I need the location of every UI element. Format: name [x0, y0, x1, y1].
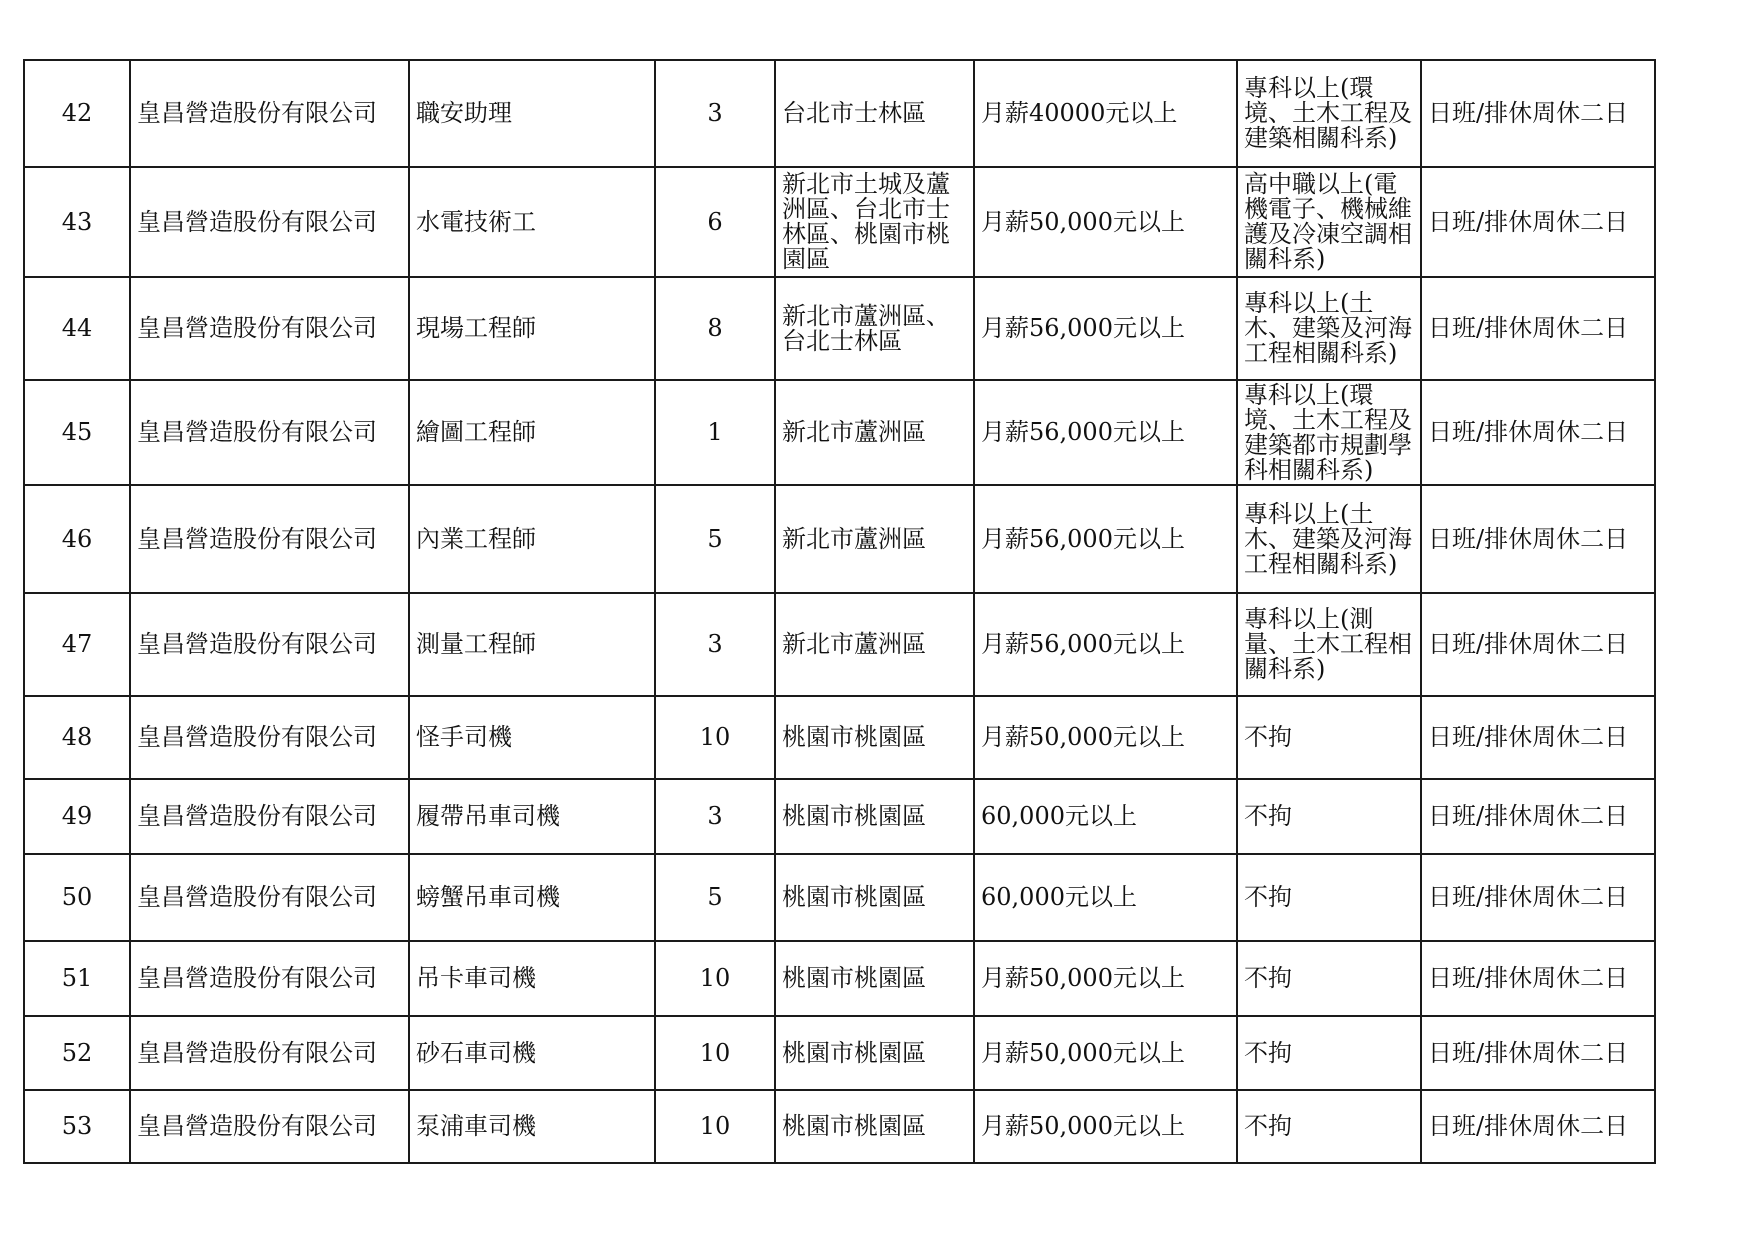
salary: 月薪56,000元以上: [974, 277, 1237, 380]
row-number: 44: [24, 277, 130, 380]
work-schedule: 日班/排休周休二日: [1421, 1090, 1655, 1163]
work-schedule: 日班/排休周休二日: [1421, 485, 1655, 593]
salary: 60,000元以上: [974, 854, 1237, 941]
row-number: 50: [24, 854, 130, 941]
salary: 月薪56,000元以上: [974, 593, 1237, 696]
company-name: 皇昌營造股份有限公司: [130, 854, 409, 941]
row-number: 42: [24, 60, 130, 167]
work-location: 桃園市桃園區: [775, 779, 974, 854]
job-title: 履帶吊車司機: [409, 779, 655, 854]
table-row: [24, 380, 1655, 485]
headcount: 3: [655, 60, 775, 167]
headcount: 8: [655, 277, 775, 380]
company-name: 皇昌營造股份有限公司: [130, 277, 409, 380]
education-requirement: 不拘: [1237, 941, 1421, 1016]
work-location: 新北市蘆洲區: [775, 593, 974, 696]
headcount: 1: [655, 380, 775, 485]
table-row: [24, 485, 1655, 593]
education-requirement: 不拘: [1237, 1016, 1421, 1090]
headcount: 10: [655, 1090, 775, 1163]
salary: 月薪50,000元以上: [974, 696, 1237, 779]
education-requirement: 不拘: [1237, 779, 1421, 854]
company-name: 皇昌營造股份有限公司: [130, 696, 409, 779]
headcount: 3: [655, 593, 775, 696]
job-title: 吊卡車司機: [409, 941, 655, 1016]
education-requirement: 專科以上(環境、土木工程及建築都市規劃學科相關科系): [1237, 380, 1421, 485]
work-schedule: 日班/排休周休二日: [1421, 779, 1655, 854]
job-title: 內業工程師: [409, 485, 655, 593]
work-schedule: 日班/排休周休二日: [1421, 167, 1655, 277]
company-name: 皇昌營造股份有限公司: [130, 779, 409, 854]
work-location: 桃園市桃園區: [775, 696, 974, 779]
job-title: 繪圖工程師: [409, 380, 655, 485]
row-number: 49: [24, 779, 130, 854]
salary: 月薪50,000元以上: [974, 1016, 1237, 1090]
education-requirement: 專科以上(測量、土木工程相關科系): [1237, 593, 1421, 696]
salary: 月薪40000元以上: [974, 60, 1237, 167]
company-name: 皇昌營造股份有限公司: [130, 1090, 409, 1163]
education-requirement: 不拘: [1237, 1090, 1421, 1163]
company-name: 皇昌營造股份有限公司: [130, 60, 409, 167]
table-row: [24, 60, 1655, 167]
education-requirement: 專科以上(土木、建築及河海工程相關科系): [1237, 277, 1421, 380]
table-row: [24, 941, 1655, 1016]
salary: 月薪50,000元以上: [974, 941, 1237, 1016]
work-location: 新北市蘆洲區: [775, 380, 974, 485]
job-title: 職安助理: [409, 60, 655, 167]
table-row: [24, 779, 1655, 854]
row-number: 52: [24, 1016, 130, 1090]
table-row: [24, 167, 1655, 277]
company-name: 皇昌營造股份有限公司: [130, 380, 409, 485]
headcount: 10: [655, 696, 775, 779]
job-title: 水電技術工: [409, 167, 655, 277]
company-name: 皇昌營造股份有限公司: [130, 941, 409, 1016]
work-schedule: 日班/排休周休二日: [1421, 1016, 1655, 1090]
work-schedule: 日班/排休周休二日: [1421, 854, 1655, 941]
work-schedule: 日班/排休周休二日: [1421, 941, 1655, 1016]
work-schedule: 日班/排休周休二日: [1421, 696, 1655, 779]
table-row: [24, 1090, 1655, 1163]
company-name: 皇昌營造股份有限公司: [130, 1016, 409, 1090]
work-location: 台北市士林區: [775, 60, 974, 167]
salary: 60,000元以上: [974, 779, 1237, 854]
work-schedule: 日班/排休周休二日: [1421, 277, 1655, 380]
headcount: 6: [655, 167, 775, 277]
salary: 月薪56,000元以上: [974, 380, 1237, 485]
education-requirement: 不拘: [1237, 854, 1421, 941]
work-location: 新北市蘆洲區: [775, 485, 974, 593]
table-row: [24, 593, 1655, 696]
work-schedule: 日班/排休周休二日: [1421, 380, 1655, 485]
work-schedule: 日班/排休周休二日: [1421, 593, 1655, 696]
job-title: 螃蟹吊車司機: [409, 854, 655, 941]
work-location: 桃園市桃園區: [775, 1016, 974, 1090]
company-name: 皇昌營造股份有限公司: [130, 167, 409, 277]
education-requirement: 高中職以上(電機電子、機械維護及冷凍空調相關科系): [1237, 167, 1421, 277]
headcount: 5: [655, 485, 775, 593]
salary: 月薪50,000元以上: [974, 167, 1237, 277]
work-location: 桃園市桃園區: [775, 941, 974, 1016]
row-number: 43: [24, 167, 130, 277]
headcount: 10: [655, 941, 775, 1016]
job-title: 現場工程師: [409, 277, 655, 380]
work-schedule: 日班/排休周休二日: [1421, 60, 1655, 167]
row-number: 53: [24, 1090, 130, 1163]
table-row: [24, 277, 1655, 380]
job-title: 泵浦車司機: [409, 1090, 655, 1163]
education-requirement: 專科以上(土木、建築及河海工程相關科系): [1237, 485, 1421, 593]
company-name: 皇昌營造股份有限公司: [130, 485, 409, 593]
salary: 月薪50,000元以上: [974, 1090, 1237, 1163]
job-listing-table: [23, 59, 1656, 1164]
salary: 月薪56,000元以上: [974, 485, 1237, 593]
row-number: 47: [24, 593, 130, 696]
row-number: 51: [24, 941, 130, 1016]
row-number: 45: [24, 380, 130, 485]
headcount: 3: [655, 779, 775, 854]
headcount: 5: [655, 854, 775, 941]
work-location: 桃園市桃園區: [775, 854, 974, 941]
work-location: 新北市蘆洲區、台北士林區: [775, 277, 974, 380]
company-name: 皇昌營造股份有限公司: [130, 593, 409, 696]
row-number: 48: [24, 696, 130, 779]
table-row: [24, 1016, 1655, 1090]
row-number: 46: [24, 485, 130, 593]
work-location: 桃園市桃園區: [775, 1090, 974, 1163]
job-title: 測量工程師: [409, 593, 655, 696]
work-location: 新北市土城及蘆洲區、台北市士林區、桃園市桃園區: [775, 167, 974, 277]
job-title: 砂石車司機: [409, 1016, 655, 1090]
education-requirement: 專科以上(環境、土木工程及建築相關科系): [1237, 60, 1421, 167]
table-row: [24, 854, 1655, 941]
job-title: 怪手司機: [409, 696, 655, 779]
education-requirement: 不拘: [1237, 696, 1421, 779]
headcount: 10: [655, 1016, 775, 1090]
table-row: [24, 696, 1655, 779]
